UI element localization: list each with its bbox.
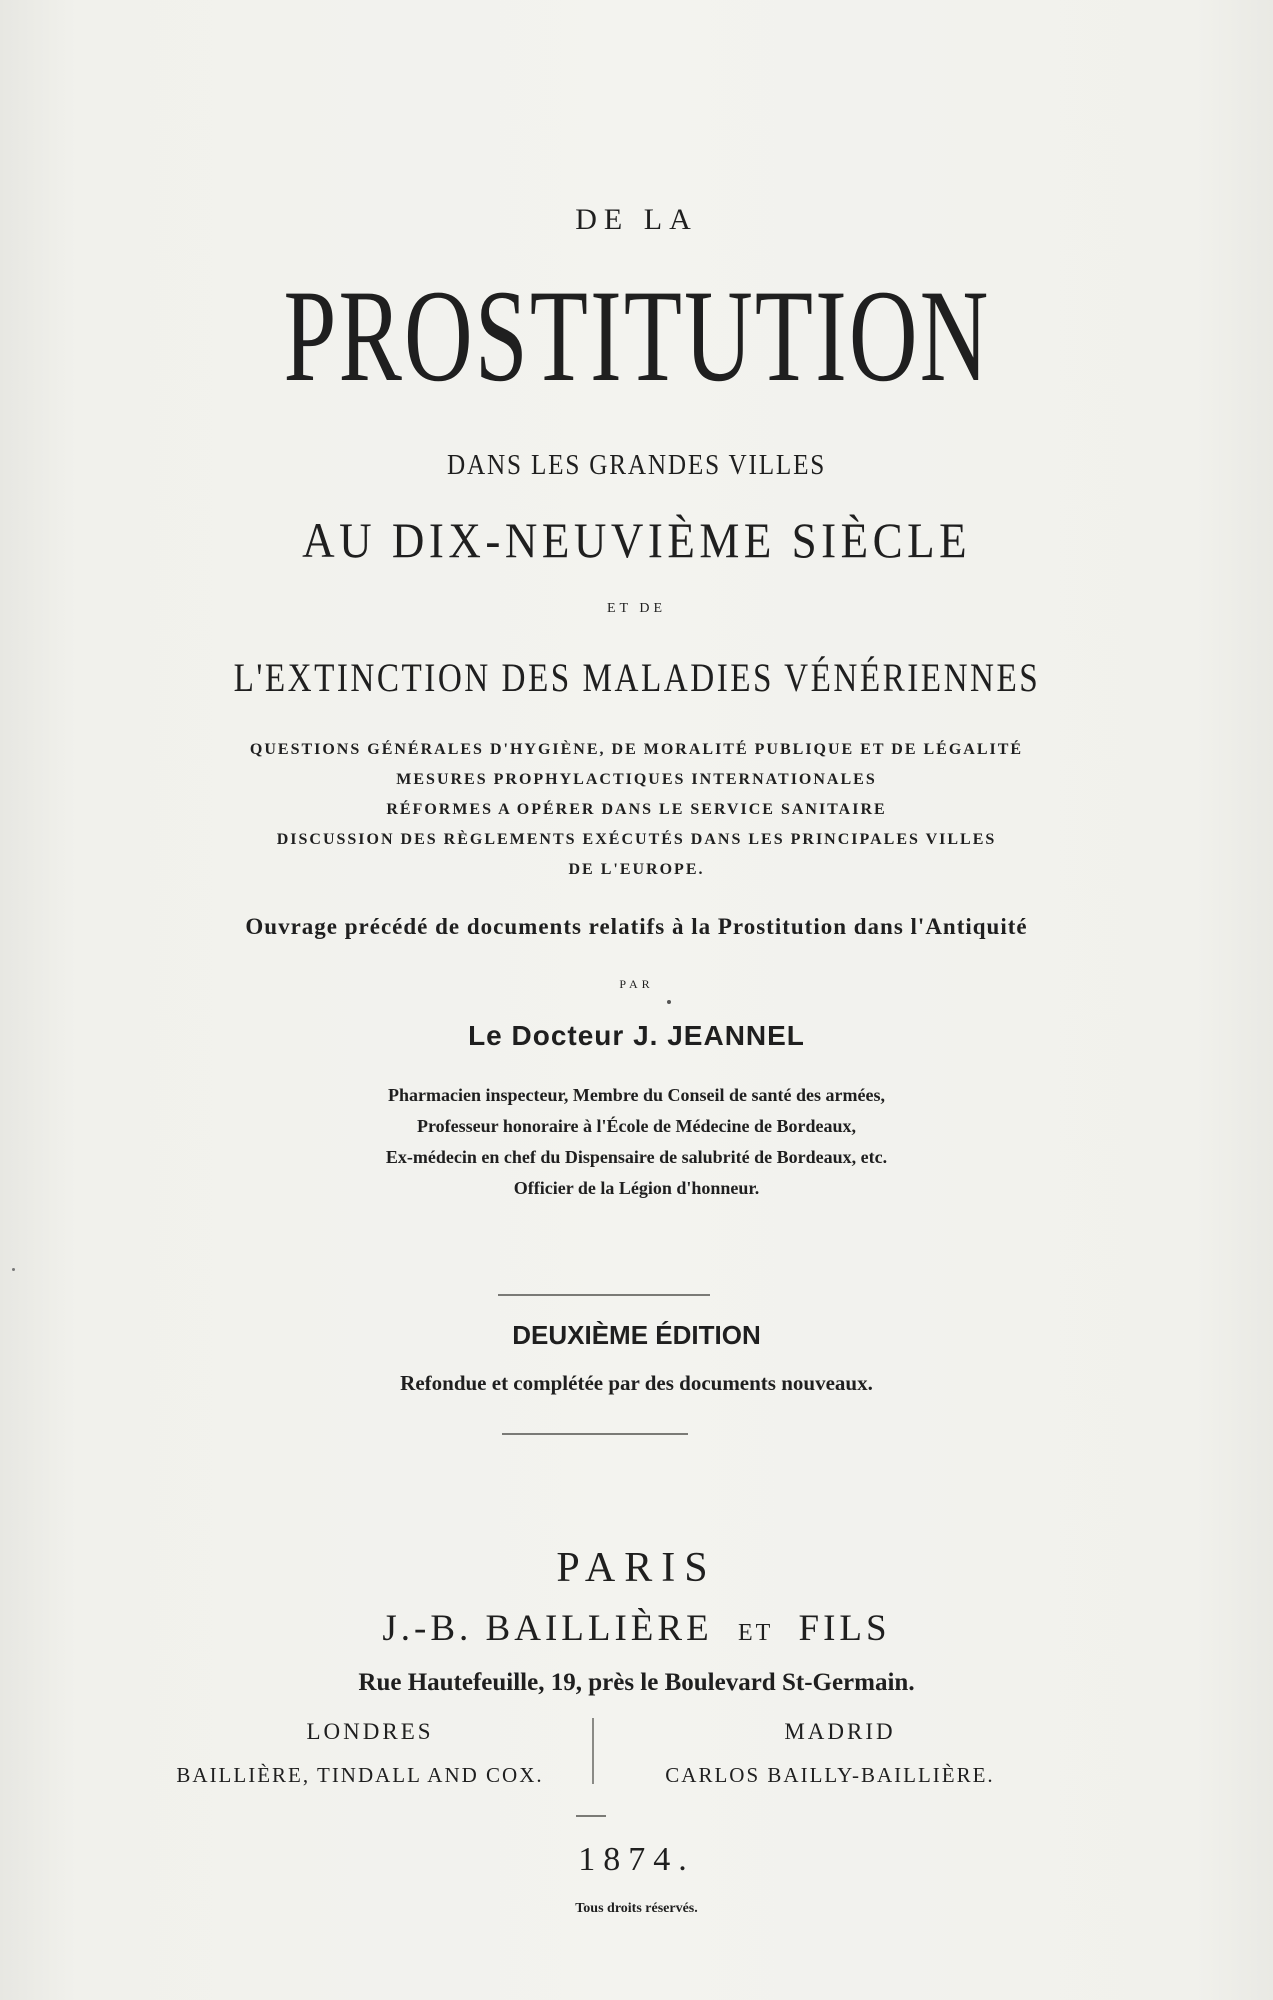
main-title: PROSTITUTION xyxy=(282,262,991,409)
author-name: Le Docteur J. JEANNEL xyxy=(468,1020,805,1051)
subtitle-line: RÉFORMES A OPÉRER DANS LE SERVICE SANITAIRE xyxy=(386,801,887,818)
city-divider xyxy=(592,1718,594,1784)
ink-speck xyxy=(12,1268,15,1271)
publisher-address: Rue Hautefeuille, 19, près le Boulevard St-Germain. xyxy=(358,1669,915,1696)
author-title-line: Professeur honoraire à l'École de Médecine de Bordeaux, xyxy=(417,1116,856,1136)
line-dans-les-grandes-villes: DANS LES GRANDES VILLES xyxy=(446,450,827,481)
madrid-label: MADRID xyxy=(784,1719,896,1744)
author-title-line: Pharmacien inspecteur, Membre du Conseil de santé des armées, xyxy=(388,1085,885,1105)
london-label: LONDRES xyxy=(306,1719,434,1744)
publisher-line: J.-B. BAILLIÈRE ET FILS xyxy=(382,1608,891,1649)
subtitle-line: QUESTIONS GÉNÉRALES D'HYGIÈNE, DE MORALITÉ PUBLIQUE ET DE LÉGALITÉ xyxy=(249,741,1024,758)
kicker-de-la: DE LA xyxy=(575,203,698,236)
subtitle-line: DE L'EUROPE. xyxy=(568,861,705,878)
london-block xyxy=(130,1720,590,1786)
ouvrage-line: Ouvrage précédé de documents relatifs à la Prostitution dans l'Antiquité xyxy=(245,914,1028,939)
city-paris: PARIS xyxy=(556,1545,717,1591)
line-extinction: L'EXTINCTION DES MALADIES VÉNÉRIENNES xyxy=(233,655,1040,700)
line-dix-neuvieme-siecle: AU DIX-NEUVIÈME SIÈCLE xyxy=(302,512,971,568)
madrid-block xyxy=(610,1720,1050,1786)
rights-note: Tous droits réservés. xyxy=(575,1901,698,1916)
author-title-line: Ex-médecin en chef du Dispensaire de salubrité de Bordeaux, etc. xyxy=(385,1147,888,1167)
author-title-line: Officier de la Légion d'honneur. xyxy=(513,1178,760,1198)
ink-speck xyxy=(667,1000,671,1004)
year: 1874. xyxy=(578,1841,695,1878)
edition-heading: DEUXIÈME ÉDITION xyxy=(512,1320,761,1350)
madrid-publisher: CARLOS BAILLY-BAILLIÈRE. xyxy=(665,1763,995,1787)
london-publisher: BAILLIÈRE, TINDALL AND COX. xyxy=(176,1763,544,1787)
subtitle-line: DISCUSSION DES RÈGLEMENTS EXÉCUTÉS DANS LES PRINCIPALES VILLES xyxy=(276,831,997,848)
separator-rule xyxy=(498,1294,710,1296)
subtitle-line: MESURES PROPHYLACTIQUES INTERNATIONALES xyxy=(396,771,877,788)
line-et-de: ET DE xyxy=(606,601,666,616)
edition-note: Refondue et complétée par des documents nouveaux. xyxy=(400,1371,873,1395)
separator-rule xyxy=(502,1433,688,1435)
short-rule xyxy=(576,1815,606,1817)
par-line: PAR xyxy=(619,977,654,991)
